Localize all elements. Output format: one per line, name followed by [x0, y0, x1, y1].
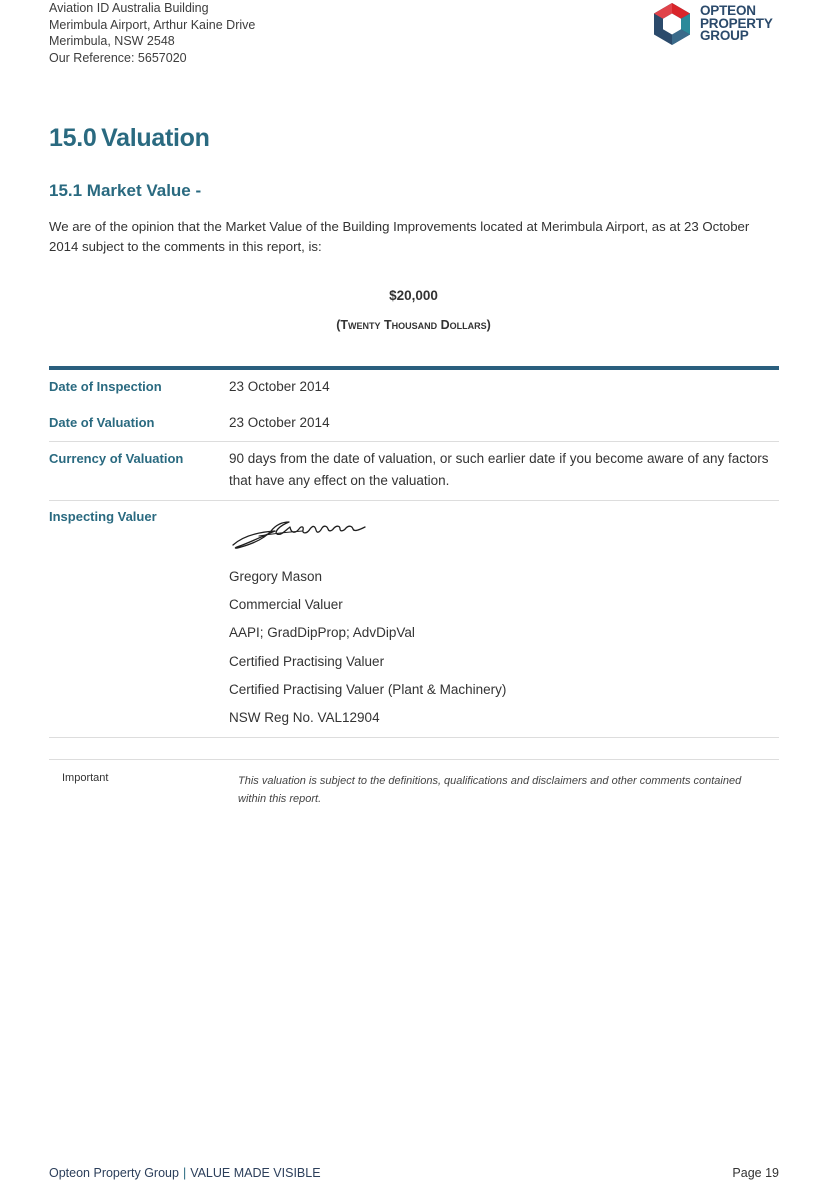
- page-number: Page 19: [732, 1166, 779, 1180]
- address-line-suburb: Merimbula, NSW 2548: [49, 34, 175, 48]
- footer-company: Opteon Property Group: [49, 1166, 179, 1180]
- section-divider: [49, 366, 779, 370]
- inspection-date-label: Date of Inspection: [49, 379, 162, 394]
- valuer-details: [229, 566, 506, 735]
- section-subtitle: 15.1 Market Value -: [49, 181, 202, 200]
- opteon-logo: [650, 0, 785, 48]
- logo-line-1: OPTEON: [700, 3, 756, 19]
- inspection-date-value: 23 October 2014: [229, 379, 330, 394]
- address-line-reference: Our Reference: 5657020: [49, 50, 187, 65]
- address-line-building: Aviation ID Australia Building: [49, 1, 209, 15]
- row-divider: [49, 737, 779, 738]
- valuer-certification-plant: Certified Practising Valuer (Plant & Machinery): [229, 681, 507, 697]
- valuer-name: Gregory Mason: [229, 569, 323, 584]
- valuer-role: Commercial Valuer: [229, 597, 343, 613]
- footer-brand: [49, 1166, 321, 1180]
- currency-value: 90 days from the date of valuation, or such earlier date if you become aware of any factors that have any effect on the valuation.: [229, 451, 769, 488]
- valuer-label: Inspecting Valuer: [49, 509, 157, 524]
- currency-label: Currency of Valuation: [49, 451, 184, 466]
- footer-tagline: VALUE MADE VISIBLE: [190, 1166, 321, 1180]
- valuer-signature: [229, 516, 371, 552]
- important-text: This valuation is subject to the definitions, qualifications and disclaimers and other comments contained within this report.: [238, 775, 742, 805]
- valuation-date-value: 23 October 2014: [229, 415, 330, 430]
- valuer-certification: Certified Practising Valuer: [229, 653, 385, 669]
- logo-line-2: PROPERTY: [700, 15, 773, 31]
- market-value-words: (Twenty Thousand Dollars): [336, 318, 491, 332]
- valuer-qualifications: AAPI; GradDipProp; AdvDipVal: [229, 625, 415, 641]
- opteon-hexagon-icon: [650, 1, 694, 47]
- header-address: [49, 0, 255, 66]
- intro-paragraph: We are of the opinion that the Market Value of the Building Improvements located at Merimbula Airport, as at 23 October 2014 subject to the comments in this report, is:: [49, 219, 750, 254]
- market-value-amount: $20,000: [389, 288, 438, 303]
- logo-line-3: GROUP: [700, 28, 749, 44]
- valuation-date-label: Date of Valuation: [49, 415, 155, 430]
- row-divider: [49, 500, 779, 501]
- logo-wordmark: [700, 5, 773, 43]
- important-divider: [49, 759, 779, 760]
- important-label: Important: [62, 772, 109, 784]
- valuer-registration: NSW Reg No. VAL12904: [229, 709, 380, 725]
- section-title: 15.0 Valuation: [49, 124, 210, 152]
- footer-separator: |: [182, 1166, 187, 1180]
- row-divider: [49, 441, 779, 442]
- address-line-street: Merimbula Airport, Arthur Kaine Drive: [49, 17, 256, 32]
